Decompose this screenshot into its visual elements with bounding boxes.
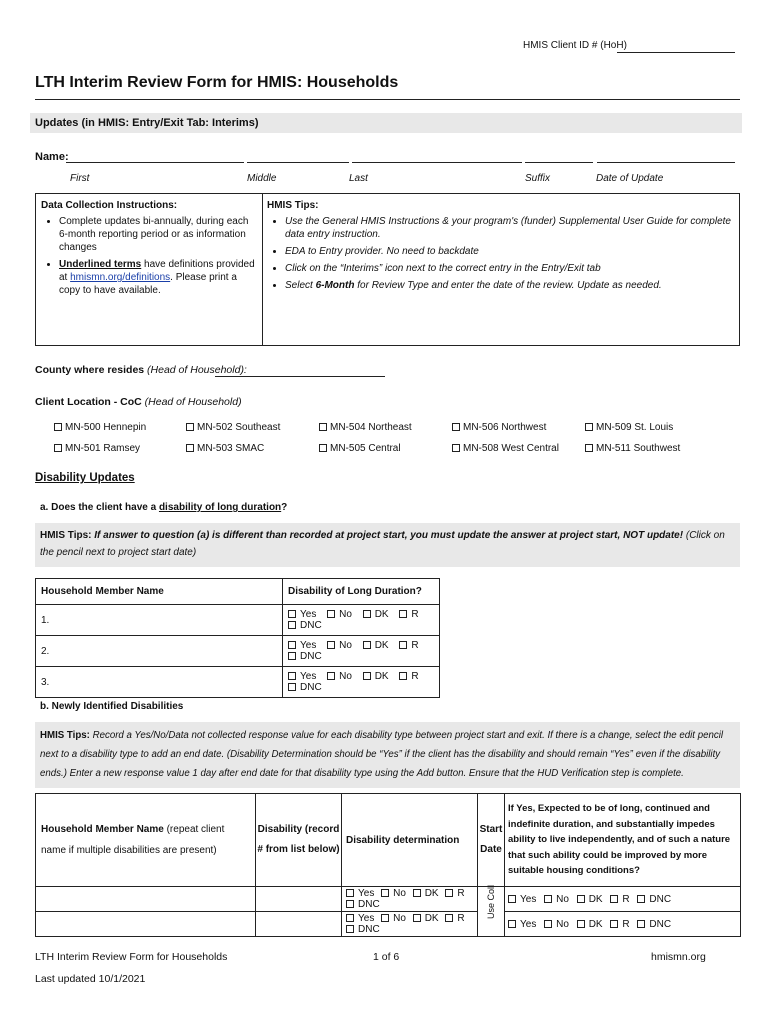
coc-col-5 (585, 417, 680, 459)
coc-col-1 (54, 417, 146, 459)
col-expected-duration: If Yes, Expected to be of long, continued and indefinite duration, and substantially impedes ability to live independently, and of such a nature that such ability could be improved by more suitable housing conditions? (505, 794, 741, 887)
coc-col-2 (186, 417, 280, 459)
hmis-tips-column (267, 200, 733, 296)
col-long-duration: Disability of Long Duration? (283, 579, 440, 605)
hmis-tip-3: • Click on the “Interims” icon next to the correct entry in the Entry/Exit tab (285, 262, 733, 275)
coc-option-mn502[interactable]: MN-502 Southeast (186, 417, 280, 438)
last-caption: Last (349, 173, 368, 184)
row-number[interactable]: 3. (36, 667, 283, 698)
suffix-field[interactable] (525, 162, 593, 163)
member-cell[interactable] (36, 887, 256, 912)
checkbox-icon[interactable] (585, 423, 593, 431)
checkbox-icon[interactable] (54, 423, 62, 431)
table-row (36, 667, 440, 698)
coc-option-mn500[interactable]: MN-500 Hennepin (54, 417, 146, 438)
coc-option-mn505[interactable]: MN-505 Central (319, 438, 412, 459)
data-collection-item-2: • Underlined terms have definitions provided at hmismn.org/definitions. Please print a copy to have available. (59, 258, 255, 297)
checkbox-icon[interactable] (186, 423, 194, 431)
table-row (36, 605, 440, 636)
tips-a-box: HMIS Tips: If answer to question (a) is different than recorded at project start, you must update the answer at project start, NOT update! (Click on the pencil next to project start date) (35, 523, 740, 567)
checkbox-icon[interactable] (585, 444, 593, 452)
client-location-label: Client Location - CoC (Head of Household) (35, 396, 242, 408)
county-label: County where resides (Head of Household): (35, 364, 247, 376)
coc-option-mn501[interactable]: MN-501 Ramsey (54, 438, 146, 459)
start-date-cell[interactable] (478, 884, 505, 937)
checkbox-icon[interactable] (186, 444, 194, 452)
member-cell[interactable] (36, 912, 256, 937)
data-collection-column (41, 200, 255, 301)
instructions-divider (262, 194, 263, 345)
coc-col-4 (452, 417, 559, 459)
name-label: Name: (35, 151, 69, 163)
suffix-caption: Suffix (525, 173, 551, 184)
col-member-name: Household Member Name (36, 579, 283, 605)
title-rule (35, 99, 740, 100)
checkbox-icon[interactable] (54, 444, 62, 452)
table-row (36, 636, 440, 667)
last-name-field[interactable] (352, 162, 522, 163)
county-field[interactable] (215, 376, 385, 377)
checkbox-icon[interactable] (452, 423, 460, 431)
updates-heading: Updates (in HMIS: Entry/Exit Tab: Interims) (35, 117, 259, 129)
footer-form-name: LTH Interim Review Form for Households (35, 951, 228, 963)
middle-caption: Middle (247, 173, 277, 184)
footer-updated: Last updated 10/1/2021 (35, 973, 146, 985)
middle-name-field[interactable] (247, 162, 349, 163)
table-row (36, 887, 741, 912)
coc-option-mn504[interactable]: MN-504 Northeast (319, 417, 412, 438)
client-id-field[interactable] (617, 52, 735, 53)
expected-options: Yes No DK R DNC (505, 887, 741, 912)
answer-options: Yes No DK R DNC (283, 667, 440, 698)
record-cell[interactable] (256, 912, 342, 937)
determination-options: Yes No DK R DNC (342, 887, 478, 912)
col-household-member: Household Member Name (repeat client name if multiple disabilities are present) (36, 794, 256, 887)
coc-option-mn506[interactable]: MN-506 Northwest (452, 417, 559, 438)
underlined-terms: Underlined terms (59, 259, 142, 270)
coc-col-3 (319, 417, 412, 459)
first-caption: First (70, 173, 90, 184)
expected-options: Yes No DK R DNC (505, 912, 741, 937)
form-title: LTH Interim Review Form for HMIS: Households (35, 74, 399, 91)
col-start-date: Start Date (478, 794, 505, 887)
coc-option-mn511[interactable]: MN-511 Southwest (585, 438, 680, 459)
updates-heading-bar (30, 113, 742, 133)
row-number[interactable]: 2. (36, 636, 283, 667)
col-disability-record: Disability (record # from list below) (256, 794, 342, 887)
hmis-tip-2: • EDA to Entry provider. No need to backdate (285, 245, 733, 258)
record-cell[interactable] (256, 887, 342, 912)
coc-option-mn508[interactable]: MN-508 West Central (452, 438, 559, 459)
col-determination: Disability determination (342, 794, 478, 887)
hmis-tip-1: • Use the General HMIS Instructions & your program's (funder) Supplemental User Guide for complete data entry instruction. (285, 215, 733, 241)
question-b: b. Newly Identified Disabilities (40, 701, 184, 712)
instructions-box (35, 193, 740, 346)
data-collection-item-1: • Complete updates bi-annually, during each 6-month reporting period or as information changes (59, 215, 255, 254)
definitions-link[interactable]: hmismn.org/definitions (70, 272, 171, 283)
date-caption: Date of Update (596, 173, 664, 184)
coc-option-mn509[interactable]: MN-509 St. Louis (585, 417, 680, 438)
client-id-label: HMIS Client ID # (HoH) (523, 40, 627, 51)
disability-a-table (35, 578, 440, 698)
checkbox-icon[interactable] (319, 444, 327, 452)
data-collection-title: Data Collection Instructions: (41, 200, 178, 211)
hmis-tips-title: HMIS Tips: (267, 200, 319, 211)
tips-b-box: HMIS Tips: Record a Yes/No/Data not collected response value for each disability type between project start and exit. If there is a change, select the edit pencil next to a disability type to add an end date. (Disability Determination should be “Yes” if the client has the disability and should remain “Yes” even if the disability ends.) Enter a new response value 1 day after end date for that disability type using the Add button. Ensure that the HUD Verification step is complete. (35, 722, 740, 788)
checkbox-icon[interactable] (452, 444, 460, 452)
first-name-field[interactable] (66, 162, 244, 163)
checkbox-icon[interactable] (319, 423, 327, 431)
row-number[interactable]: 1. (36, 605, 283, 636)
table-row (36, 912, 741, 937)
disability-b-table (35, 793, 741, 937)
use-coll-label: Use Coll (486, 884, 496, 919)
determination-options: Yes No DK R DNC (342, 912, 478, 937)
answer-options: Yes No DK R DNC (283, 636, 440, 667)
question-a: a. Does the client have a disability of long duration? (40, 502, 288, 513)
coc-option-mn503[interactable]: MN-503 SMAC (186, 438, 280, 459)
date-of-update-field[interactable] (597, 162, 735, 163)
disability-heading: Disability Updates (35, 472, 135, 484)
answer-options: Yes No DK R DNC (283, 605, 440, 636)
footer-site: hmismn.org (651, 951, 706, 963)
hmis-tip-4: • Select 6-Month for Review Type and enter the date of the review. Update as needed. (285, 279, 733, 292)
footer-page-number: 1 of 6 (373, 951, 400, 963)
